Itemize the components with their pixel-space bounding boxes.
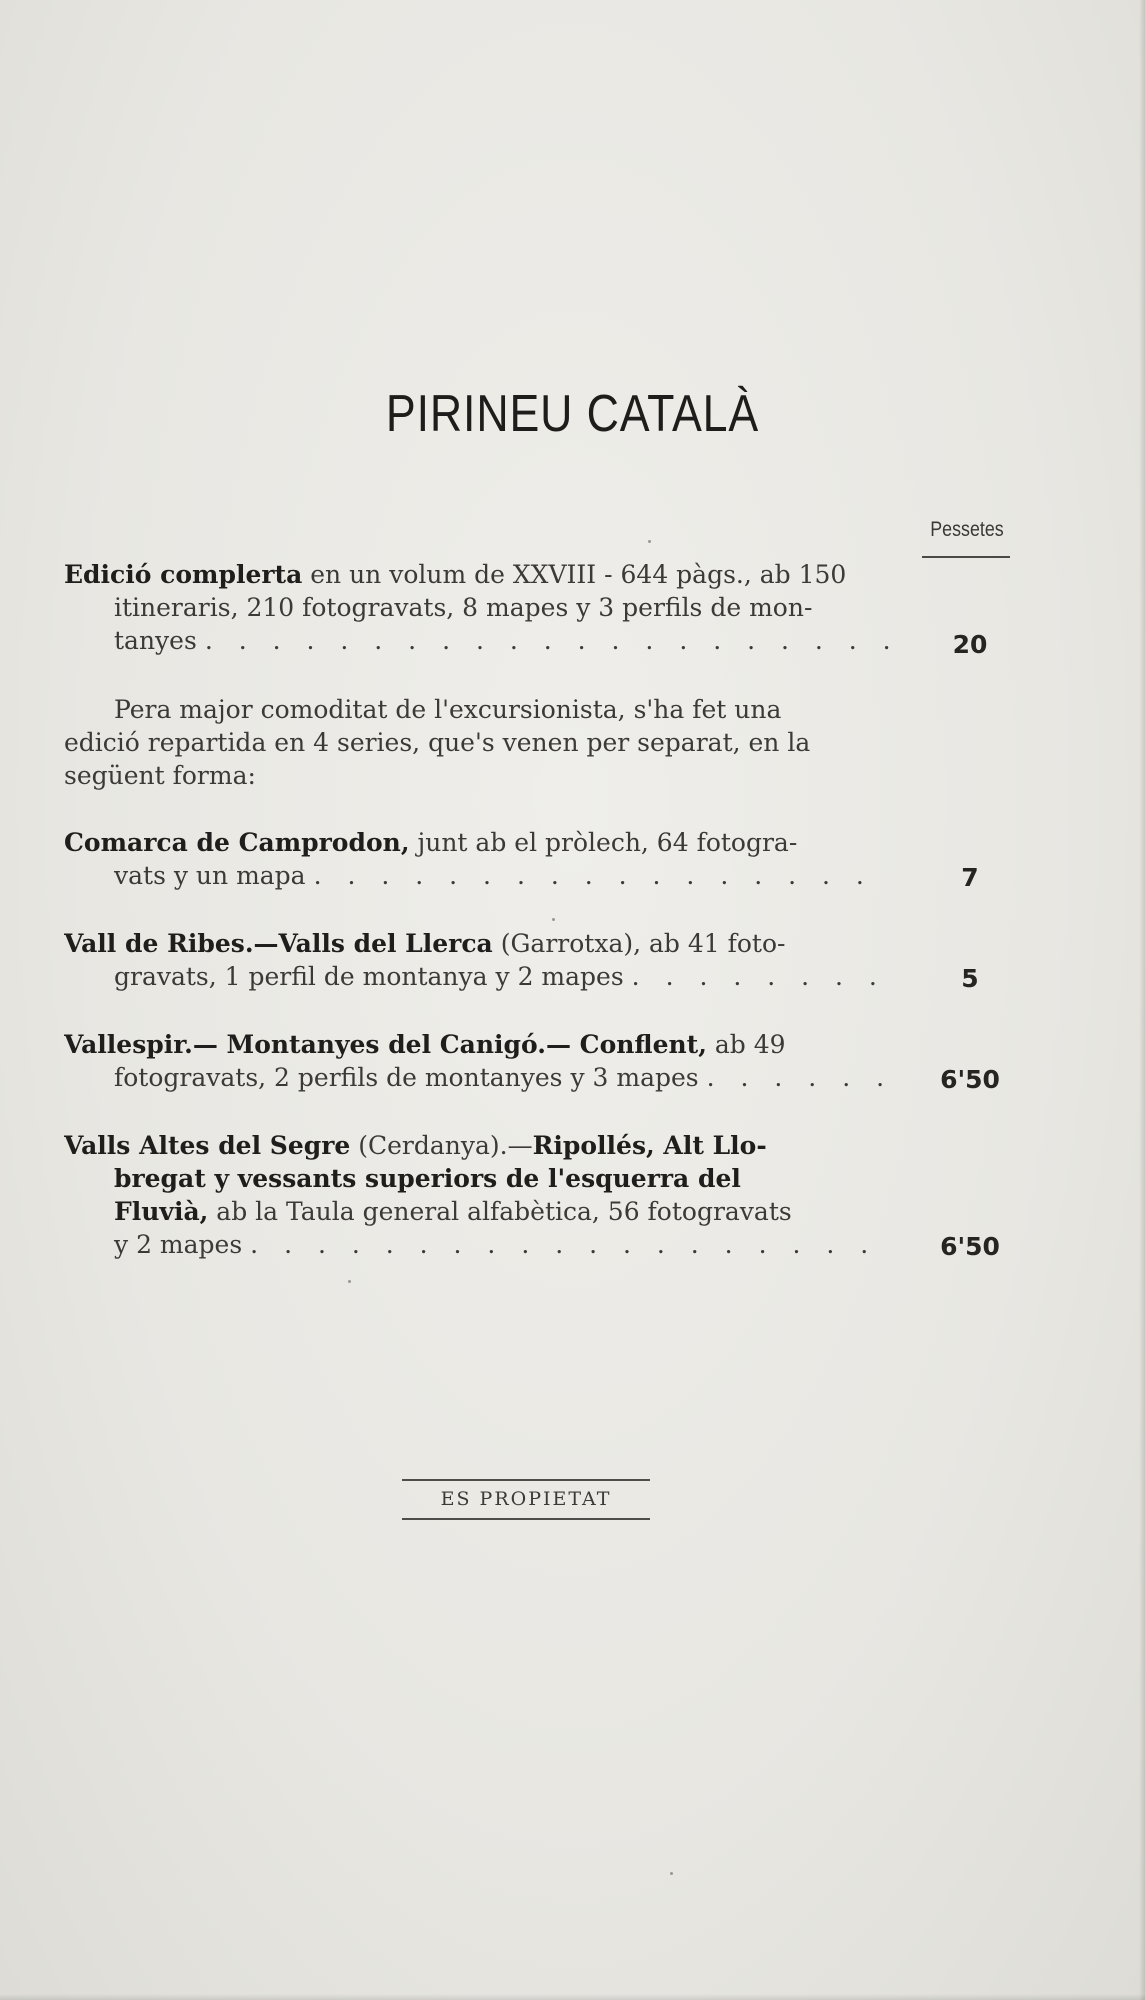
intro-paragraph	[64, 693, 894, 792]
entry-line	[64, 591, 890, 624]
entry-bold-text: bregat y vessants superiors de l'esquerra del	[114, 1164, 741, 1193]
entry-bold-text: Valls Altes del Segre	[64, 1131, 351, 1160]
entry-line	[64, 927, 890, 960]
paper-speck	[348, 1280, 351, 1283]
entry-line-with-leader	[64, 624, 890, 657]
entry-line	[64, 1195, 890, 1228]
entry-text: gravats, 1 perfil de montanya y 2 mapes	[114, 962, 624, 991]
entry-line	[64, 826, 890, 859]
entry-text: tanyes	[114, 626, 197, 655]
entry-bold-text: Comarca de Camprodon,	[64, 828, 410, 857]
entry-text: (Garrotxa), ab 41 foto-	[492, 929, 786, 958]
entry-text: junt ab el pròlech, 64 fotogra-	[409, 828, 798, 857]
entry-text: (Cerdanya).—	[350, 1131, 533, 1160]
price-value: 7	[961, 863, 979, 892]
entry-line-with-leader	[64, 1228, 890, 1261]
page-title: PIRINEU CATALÀ	[385, 385, 760, 443]
entry-camprodon	[64, 826, 890, 892]
entry-line	[64, 1129, 890, 1162]
entry-bold-text: Fluvià,	[114, 1197, 209, 1226]
footer-rule-top	[402, 1479, 650, 1481]
entry-vallespir	[64, 1028, 890, 1094]
price-value: 5	[961, 964, 979, 993]
footer-rule-bottom	[402, 1518, 650, 1520]
entry-valls-altes-del-segre	[64, 1129, 890, 1261]
entry-bold-text: Vall de Ribes.—Valls del Llerca	[64, 929, 493, 958]
price-value: 6'50	[940, 1065, 1000, 1094]
entry-bold-text: Vallespir.— Montanyes del Canigó.— Conflent,	[64, 1030, 707, 1059]
entry-line-with-leader	[64, 960, 890, 993]
price-value: 20	[952, 630, 988, 659]
entry-line-with-leader	[64, 859, 890, 892]
page-edge-shadow	[0, 1994, 1145, 2000]
entry-text: fotogravats, 2 perfils de montanyes y 3 mapes	[114, 1063, 699, 1092]
footer-propietat: ES PROPIETAT	[440, 1488, 612, 1510]
entry-vall-de-ribes	[64, 927, 890, 993]
dot-leader	[632, 962, 890, 991]
entry-bold-text: Edició complerta	[64, 560, 303, 589]
paper-speck	[648, 540, 651, 543]
price-value: 6'50	[940, 1232, 1000, 1261]
entry-line	[64, 1028, 890, 1061]
dot-leader	[707, 1063, 890, 1092]
dot-leader	[314, 861, 890, 890]
entry-complete-edition	[64, 558, 890, 657]
price-column-rule	[922, 556, 1010, 558]
entry-text: ab 49	[706, 1030, 786, 1059]
page-edge-shadow	[1139, 0, 1145, 2000]
entry-line	[64, 1162, 890, 1195]
paper-speck	[670, 1872, 673, 1875]
entry-text: ab la Taula general alfabètica, 56 fotogravats	[208, 1197, 792, 1226]
paragraph-line: edició repartida en 4 series, que's venen per separat, en la	[64, 728, 811, 757]
dot-leader	[205, 626, 890, 655]
dot-leader	[250, 1230, 890, 1259]
entry-line-with-leader	[64, 1061, 890, 1094]
entry-text: y 2 mapes	[114, 1230, 243, 1259]
paper-speck	[552, 918, 555, 921]
price-column-header: Pessetes	[930, 518, 1004, 541]
paragraph-line: següent forma:	[64, 761, 256, 790]
paragraph-line: Pera major comoditat de l'excursionista, s'ha fet una	[114, 695, 782, 724]
entry-bold-text: Ripollés, Alt Llo-	[532, 1131, 767, 1160]
entry-text: itineraris, 210 fotogravats, 8 mapes y 3 perfils de mon-	[114, 593, 813, 622]
entry-text: en un volum de XXVIII - 644 pàgs., ab 150	[302, 560, 847, 589]
entry-line	[64, 558, 890, 591]
entry-text: vats y un mapa	[114, 861, 306, 890]
